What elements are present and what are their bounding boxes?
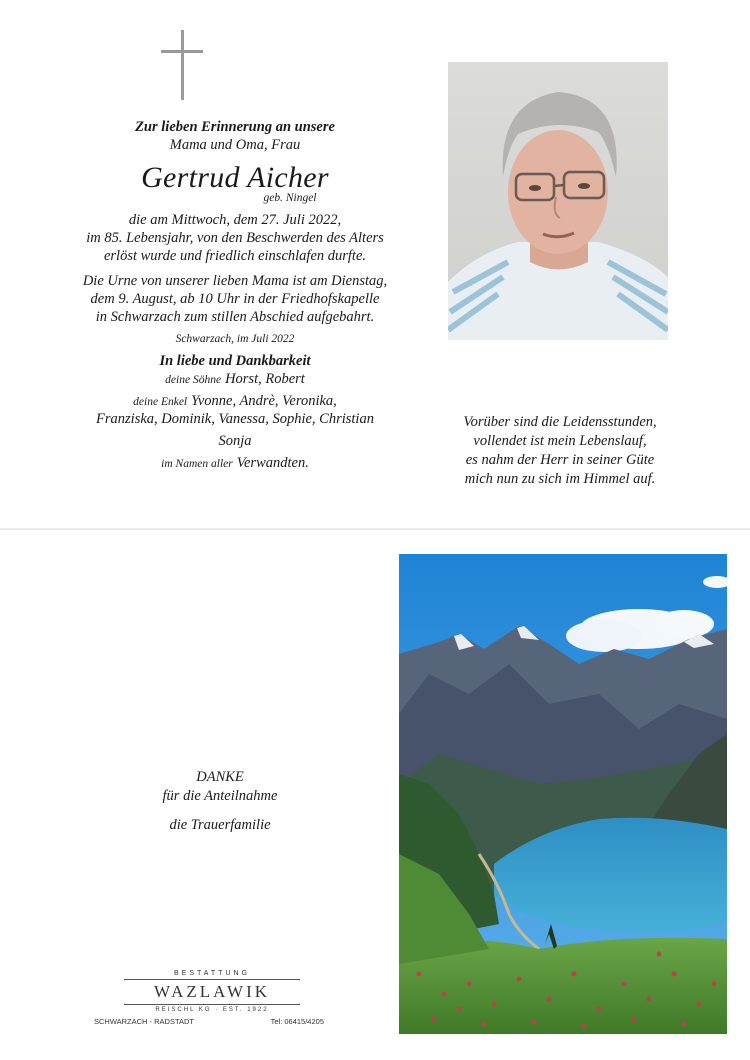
sons-prefix: deine Söhne	[165, 374, 222, 386]
relatives-prefix: im Namen aller	[161, 458, 233, 470]
poem-line-4: mich nun zu sich im Himmel auf.	[464, 471, 656, 487]
poem	[420, 413, 700, 489]
logo-phone: Tel: 06415/4205	[270, 1017, 324, 1026]
poem-line-2: vollendet ist mein Lebenslauf,	[473, 433, 647, 449]
death-line-2: im 85. Lebensjahr, von den Beschwerden des Alters	[86, 230, 384, 246]
poem-line-1: Vorüber sind die Leidensstunden,	[463, 414, 657, 430]
card-back-page	[0, 530, 750, 1060]
relatives-word: Verwandten.	[236, 455, 309, 471]
urn-line-3: in Schwarzach zum stillen Abschied aufgebahrt.	[95, 309, 375, 325]
logo-top-label: BESTATTUNG	[173, 970, 251, 977]
thanks-text	[120, 768, 320, 835]
thanks-line-3: die Trauerfamilie	[169, 817, 271, 833]
cross-icon	[161, 30, 203, 100]
birth-name: geb. Ningel	[263, 192, 317, 204]
mountain-lake-photo	[399, 554, 727, 1034]
grandchildren-prefix: deine Enkel	[133, 396, 188, 408]
grandchildren-line-3: Sonja	[218, 433, 252, 449]
gratitude-line: In liebe und Dankbarkeit	[159, 353, 311, 369]
poem-line-3: es nahm der Herr in seiner Güte	[465, 452, 655, 468]
intro-line-2: Mama und Oma, Frau	[169, 137, 301, 153]
logo-sub-label: REISCHL KG · EST. 1922	[155, 1007, 269, 1013]
obituary-text	[60, 118, 410, 472]
intro-line: Zur lieben Erinnerung an unsere	[135, 119, 335, 135]
sons-names: Horst, Robert	[225, 371, 305, 387]
sons-line	[60, 370, 410, 388]
grandchildren-line-2: Franziska, Dominik, Vanessa, Sophie, Christian	[96, 411, 374, 427]
thanks-line-1: DANKE	[196, 769, 244, 785]
portrait-photo	[448, 62, 668, 340]
urn-line-2: dem 9. August, ab 10 Uhr in der Friedhofskapelle	[90, 291, 380, 307]
place-date: Schwarzach, im Juli 2022	[175, 333, 295, 345]
grandchildren-line-1	[60, 392, 410, 410]
grandchildren-names-1: Yvonne, Andrè, Veronika,	[191, 393, 337, 409]
death-line-1: die am Mittwoch, dem 27. Juli 2022,	[128, 212, 342, 228]
urn-line-1: Die Urne von unserer lieben Mama ist am Dienstag,	[82, 273, 388, 289]
thanks-line-2: für die Anteilnahme	[162, 788, 278, 804]
death-line-3: erlöst wurde und friedlich einschlafen durfte.	[103, 248, 367, 264]
deceased-name: Gertrud Aicher	[141, 161, 329, 194]
undertaker-logo	[94, 970, 324, 1026]
relatives-line	[60, 454, 410, 472]
logo-name: WAZLAWIK	[153, 982, 271, 1001]
logo-address: SCHWARZACH - RADSTADT	[94, 1017, 194, 1026]
logo-contact	[94, 1017, 324, 1026]
